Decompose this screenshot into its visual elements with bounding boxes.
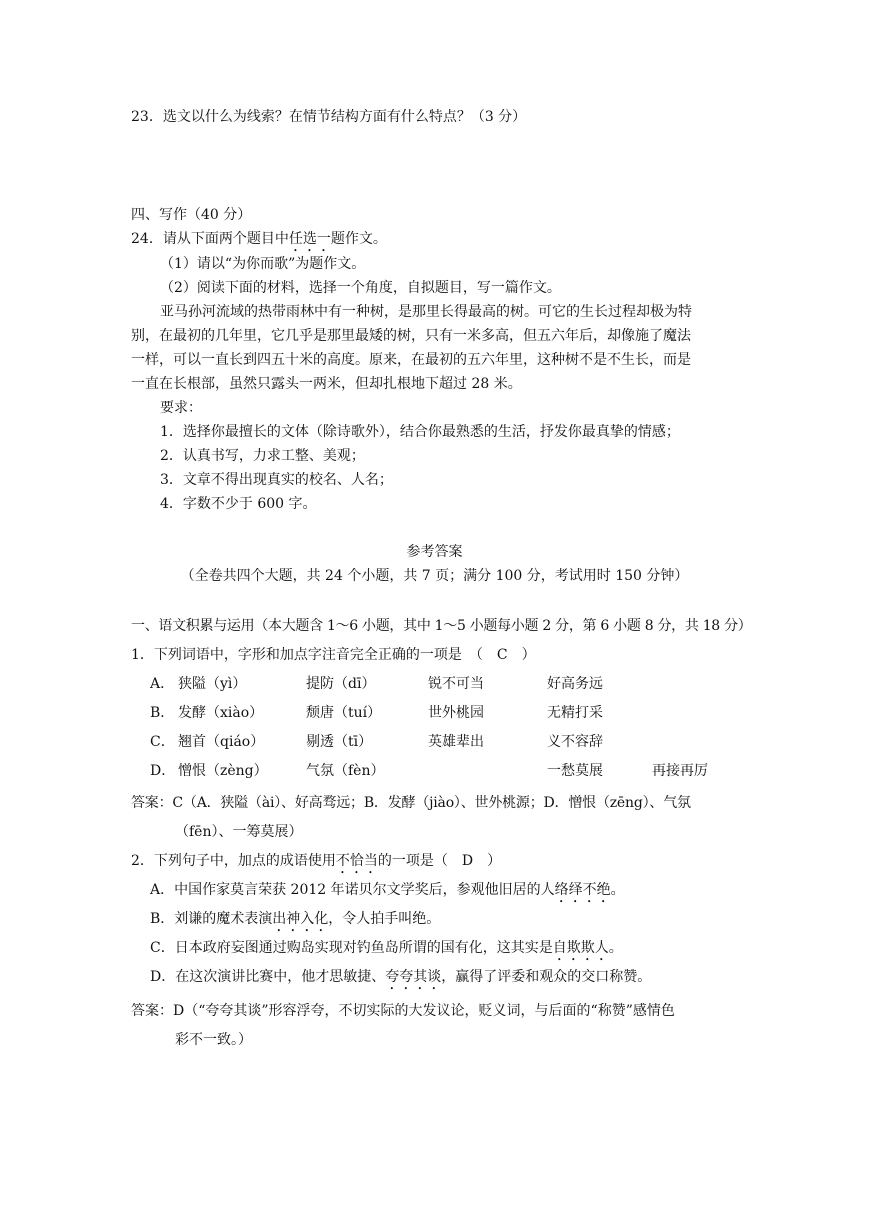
option-word: 狭隘（yì） xyxy=(178,676,247,692)
option-word: 提防（dī） xyxy=(306,676,376,692)
option-word: 再接再厉 xyxy=(652,763,708,779)
option-word: 无精打采 xyxy=(547,705,603,721)
option-word: 剔透（tī） xyxy=(306,734,373,750)
answer-1-continued: （fēn）、一筹莫展） xyxy=(175,824,303,840)
requirement-item: 2．认真书写，力求工整、美观； xyxy=(160,448,365,464)
material-paragraph: 别，在最初的几年里，它几乎是那里最矮的树，只有一米多高，但五六年后，却像施了魔法 xyxy=(131,328,691,344)
answer-2-continued: 彩不一致。） xyxy=(175,1032,252,1048)
option-word: 一愁莫展 xyxy=(547,763,603,779)
question-1: 1．下列词语中，字形和加点字注音完全正确的一项是 （ C ） xyxy=(131,647,536,663)
emphasis-dots: 络绎不绝 xyxy=(554,882,611,898)
question-2: 2．下列句子中，加点的成语使用不恰当的一项是（ D ） xyxy=(131,853,502,869)
writing-heading: 四、写作（40 分） xyxy=(131,207,252,223)
answer-2: 答案：D（“夸夸其谈”形容浮夸，不切实际的大发议论，贬义词，与后面的“称赞”感情色 xyxy=(131,1003,675,1019)
q2-option-c: C．日本政府妄图通过购岛实现对钓鱼岛所谓的国有化，这其实是自欺欺人。 xyxy=(150,940,623,956)
emphasis-dots: 任选一 xyxy=(288,231,331,247)
material-paragraph: 亚马孙河流域的热带雨林中有一种树，是那里长得最高的树。可它的生长过程却极为特 xyxy=(160,304,692,320)
emphasis-dots: 自欺欺人 xyxy=(552,940,609,956)
option-word: 翘首（qiáo） xyxy=(178,734,265,750)
option-row-c: C． xyxy=(150,734,175,750)
answers-subtitle: （全卷共四个大题，共 24 个小题，共 7 页；满分 100 分，考试用时 150 分钟） xyxy=(180,568,689,584)
writing-option-1: （1）请以“为你而歌”为题作文。 xyxy=(160,256,366,272)
option-word: 世外桃园 xyxy=(428,705,484,721)
answer-1: 答案：C（A．狭隘（ài）、好高骛远；B．发酵（jiào）、世外桃源；D．憎恨（zēng）、气氛 xyxy=(131,795,691,811)
requirement-item: 1．选择你最擅长的文体（除诗歌外），结合你最熟悉的生活，抒发你最真挚的情感； xyxy=(160,424,680,440)
material-paragraph: 一直在长根部，虽然只露头一两米，但却扎根地下超过 28 米。 xyxy=(131,376,522,392)
emphasis-dots: 出神入化 xyxy=(272,911,329,927)
requirement-item: 4．字数不少于 600 字。 xyxy=(160,496,317,512)
q2-option-b: B．刘谦的魔术表演出神入化，令人拍手叫绝。 xyxy=(150,911,441,927)
option-word: 锐不可当 xyxy=(428,676,484,692)
option-word: 义不容辞 xyxy=(547,734,603,750)
question-23: 23．选文以什么为线索？在情节结构方面有什么特点？（3 分） xyxy=(131,109,527,125)
option-row-a: A． xyxy=(150,676,175,692)
answers-title: 参考答案 xyxy=(406,544,463,560)
option-row-b: B． xyxy=(150,705,175,721)
emphasis-dots: 夸夸其谈 xyxy=(385,969,442,985)
emphasis-dots: 不恰当 xyxy=(335,853,378,869)
option-word: 好高务远 xyxy=(547,676,603,692)
q2-option-a: A．中国作家莫言荣获 2012 年诺贝尔文学奖后，参观他旧居的人络绎不绝。 xyxy=(150,882,625,898)
option-word: 气氛（fèn） xyxy=(306,763,385,779)
material-paragraph: 一样，可以一直长到四五十米的高度。原来，在最初的五六年里，这种树不是不生长，而是 xyxy=(131,352,691,368)
requirements-label: 要求： xyxy=(160,400,202,416)
q2-option-d: D．在这次演讲比赛中，他才思敏捷、夸夸其谈，赢得了评委和观众的交口称赞。 xyxy=(150,969,652,985)
writing-option-2: （2）阅读下面的材料，选择一个角度，自拟题目，写一篇作文。 xyxy=(160,280,561,296)
section-1-heading: 一、语文积累与运用（本大题含 1～6 小题，其中 1～5 小题每小题 2 分，第 6 小题 8 分，共 18 分） xyxy=(131,618,752,634)
option-row-d: D． xyxy=(150,763,176,779)
option-word: 发酵（xiào） xyxy=(178,705,264,721)
option-word: 英雄辈出 xyxy=(428,734,484,750)
option-word: 憎恨（zèng） xyxy=(178,763,268,779)
requirement-item: 3．文章不得出现真实的校名、人名； xyxy=(160,472,393,488)
option-word: 颓唐（tuí） xyxy=(306,705,382,721)
question-24: 24．请从下面两个题目中任选一题作文。 xyxy=(131,231,387,247)
